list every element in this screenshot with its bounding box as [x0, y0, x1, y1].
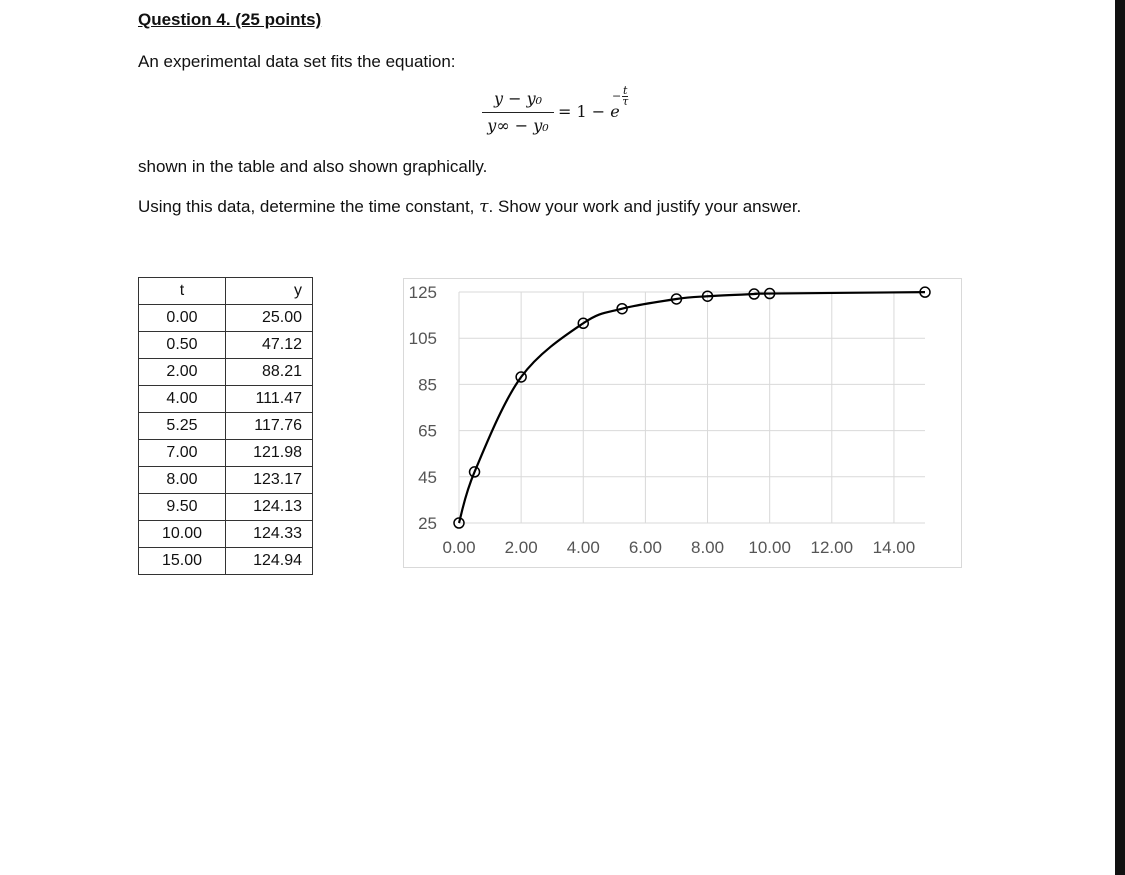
chart-x-tick-label: 8.00 — [690, 538, 725, 557]
table-cell-t: 0.00 — [139, 305, 226, 332]
equation — [482, 84, 672, 143]
equation-base: e — [610, 102, 620, 121]
table-row — [139, 386, 313, 413]
table-header-y: y — [226, 278, 313, 305]
data-table — [138, 277, 313, 575]
chart-x-tick-label: 0.00 — [442, 538, 476, 557]
equation-fraction — [482, 88, 554, 137]
table-cell-t: 15.00 — [139, 548, 226, 575]
table-row — [139, 305, 313, 332]
table-cell-y: 121.98 — [226, 440, 313, 467]
chart-y-tick-label: 105 — [408, 329, 437, 349]
chart-y-tick-label: 125 — [408, 283, 437, 302]
chart-x-tick-label: 6.00 — [628, 538, 662, 557]
after-equation-text: shown in the table and also shown graphically. — [138, 157, 488, 176]
chart-y-tick-label: 25 — [418, 514, 437, 533]
table-cell-y: 111.47 — [226, 386, 313, 413]
table-cell-y: 124.94 — [226, 548, 313, 575]
chart-frame — [404, 279, 962, 568]
instruction-text: Using this data, determine the time constant, τ. Show your work and justify your answer. — [138, 197, 802, 217]
equation-numerator: y − y₀ — [493, 89, 543, 108]
table-cell-y: 124.33 — [226, 521, 313, 548]
table-cell-y: 124.13 — [226, 494, 313, 521]
table-cell-t: 5.25 — [139, 413, 226, 440]
chart-y-tick-label: 65 — [418, 421, 437, 441]
table-cell-t: 10.00 — [139, 521, 226, 548]
table-cell-y: 123.17 — [226, 467, 313, 494]
chart-y-tick-label: 45 — [418, 467, 437, 487]
table-cell-y: 117.76 — [226, 413, 313, 440]
equation-denominator: y∞ − y₀ — [487, 116, 549, 135]
question-title: Question 4. (25 points) — [138, 10, 322, 29]
table-row — [139, 413, 313, 440]
table-cell-t: 8.00 — [139, 467, 226, 494]
table-row — [139, 359, 313, 386]
equation-exponent: − $\frac{t}{\tau}$ — [612, 84, 629, 108]
table-header-t: t — [139, 278, 226, 305]
table-cell-y: 25.00 — [226, 305, 313, 332]
table-row — [139, 440, 313, 467]
chart-x-tick-label: 14.00 — [872, 538, 916, 557]
table-header-row — [139, 278, 313, 305]
table-cell-t: 2.00 — [139, 359, 226, 386]
table-cell-t: 4.00 — [139, 386, 226, 413]
table-cell-y: 47.12 — [226, 332, 313, 359]
chart — [403, 278, 962, 568]
table-row — [139, 332, 313, 359]
chart-x-tick-label: 12.00 — [810, 538, 854, 557]
table-row — [139, 548, 313, 575]
chart-x-tick-label: 4.00 — [566, 538, 600, 557]
table-row — [139, 467, 313, 494]
table-cell-t: 7.00 — [139, 440, 226, 467]
equation-rhs: = 1 − e — [558, 102, 620, 121]
chart-y-tick-label: 85 — [418, 375, 437, 395]
chart-x-tick-label: 2.00 — [504, 538, 538, 557]
table-cell-t: 0.50 — [139, 332, 226, 359]
table-cell-y: 88.21 — [226, 359, 313, 386]
table-row — [139, 521, 313, 548]
table-row — [139, 494, 313, 521]
intro-text: An experimental data set fits the equation: — [138, 52, 456, 71]
table-cell-t: 9.50 — [139, 494, 226, 521]
chart-x-tick-label: 10.00 — [748, 538, 791, 557]
